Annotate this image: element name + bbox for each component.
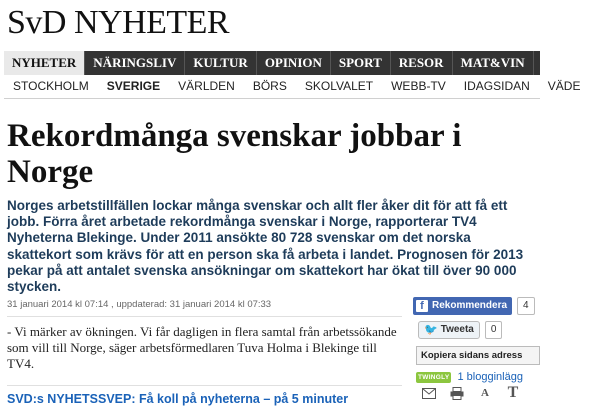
subnav-sverige[interactable]: SVERIGE (106, 79, 161, 93)
divider (7, 316, 402, 317)
article-headline: Rekordmånga svenskar jobbar i Norge (7, 118, 462, 190)
promo-link[interactable]: SVD:s NYHETSSVEP: Få koll på nyheterna – på 5 minuter (7, 392, 349, 406)
nav-tab-sport[interactable]: SPORT (331, 51, 391, 75)
subnav-webb-tv[interactable]: WEBB-TV (391, 79, 446, 93)
divider (7, 385, 402, 386)
article-tools (422, 386, 520, 400)
facebook-icon: f (416, 300, 428, 312)
subnav-skolvalet[interactable]: SKOLVALET (304, 79, 374, 93)
facebook-label: Rekommendera (432, 300, 508, 311)
blog-posts-link[interactable]: 1 blogginlägg (457, 371, 523, 383)
article-dateline: 31 januari 2014 kl 07:14 , uppdaterad: 31 januari 2014 kl 07:33 (7, 299, 272, 310)
subnav-vader[interactable]: VÄDE (547, 79, 581, 93)
facebook-recommend-button[interactable] (413, 297, 512, 315)
nav-tab-opinion[interactable]: OPINION (257, 51, 331, 75)
facebook-count: 4 (517, 297, 535, 315)
tweet-button[interactable] (418, 321, 480, 339)
mail-icon[interactable] (422, 386, 436, 400)
copy-url-button[interactable]: Kopiera sidans adress (416, 346, 540, 365)
nav-tab-naringsliv[interactable]: NÄRINGSLIV (85, 51, 185, 75)
print-icon[interactable] (450, 386, 464, 400)
tweet-label: Tweeta (440, 324, 474, 335)
nav-tab-kultur[interactable]: KULTUR (185, 51, 256, 75)
twitter-bird-icon: 🐦 (424, 324, 438, 336)
twingly-blog-links (416, 371, 523, 383)
secondary-nav (4, 75, 581, 99)
font-decrease-icon[interactable]: A (481, 387, 489, 399)
twitter-share (418, 321, 502, 339)
article-body: - Vi märker av ökningen. Vi får dagligen in flera samtal från arbetssökande som vill till Norge, säger arbetsförmedlaren Tuva Holma i Blekinge till TV4. (7, 324, 397, 371)
nav-tab-resor[interactable]: RESOR (391, 51, 453, 75)
twingly-logo: TWINGLY (418, 373, 450, 381)
subnav-stockholm[interactable]: STOCKHOLM (13, 79, 89, 93)
article-lead: Norges arbetstillfällen lockar många svenskar och allt fler åker dit för att få ett jobb. Förra året arbetade rekordmånga svenskar i Norge, rapporterar TV4 Nyheterna Blekinge. Under 2011 ansökte 80 728 svenskar om det norska skattekort som krävs för att en person ska få arbeta i landet. Prognosen för 2013 pekar på att antalet svenska ansökningar om skattekort har ökat till över 90 000 stycken. (7, 198, 524, 295)
primary-nav (4, 51, 540, 75)
subnav-bors[interactable]: BÖRS (252, 79, 287, 93)
subnav-idagsidan[interactable]: IDAGSIDAN (463, 79, 530, 93)
tweet-count: 0 (485, 321, 503, 339)
nav-tab-nyheter[interactable]: NYHETER (4, 51, 85, 75)
site-logo[interactable]: SvD NYHETER (7, 4, 230, 41)
font-increase-icon[interactable]: T (507, 384, 519, 401)
facebook-share (413, 297, 535, 315)
nav-tab-mat-vin[interactable]: MAT&VIN (453, 51, 534, 75)
subnav-varlden[interactable]: VÄRLDEN (178, 79, 235, 93)
